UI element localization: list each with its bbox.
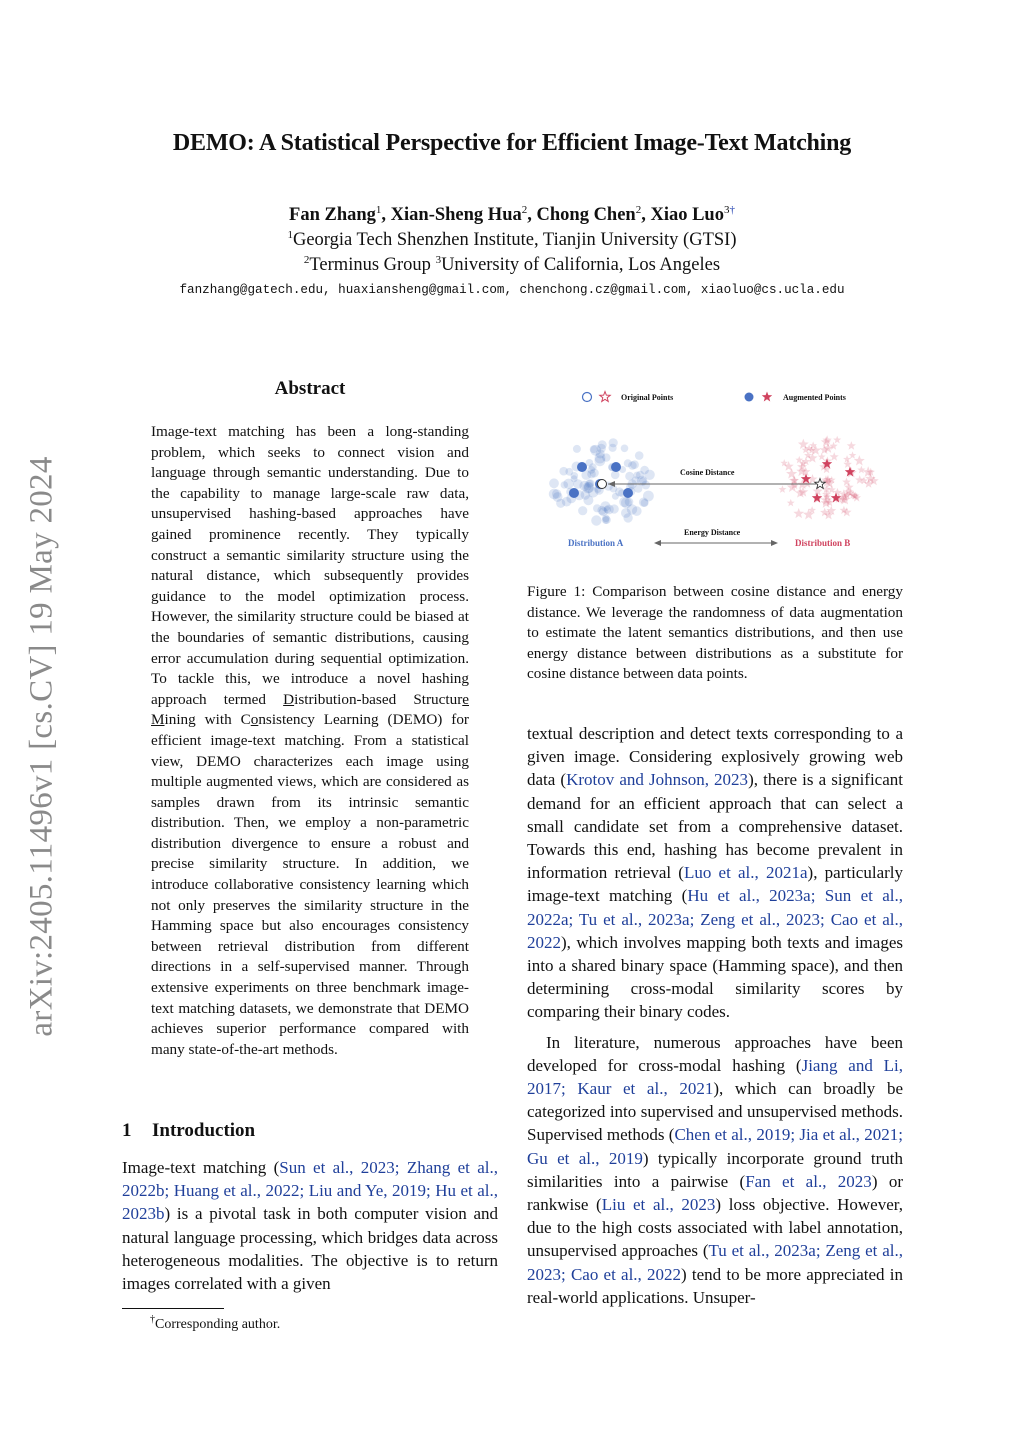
section-heading-introduction	[122, 1120, 255, 1142]
affiliation-mark: 1	[287, 229, 293, 241]
author-separator: ,	[381, 205, 391, 225]
figure-1-diagram	[530, 380, 910, 560]
abstract-heading: Abstract	[274, 378, 346, 399]
introduction-paragraph	[122, 1156, 498, 1295]
distribution-a-sample-point	[641, 499, 649, 507]
citation-link[interactable]: Hu et al., 2023a; Sun et al., 2022a; Tu et al., 2023a; Zeng et al., 2023; Cao et al., 2022	[527, 886, 903, 952]
distribution-b-sample-point	[787, 499, 795, 507]
distribution-a-sample-point	[589, 463, 597, 471]
right-column-text	[527, 722, 903, 1309]
abstract-body	[151, 422, 469, 1060]
distribution-a-sample-point	[603, 516, 611, 524]
energy-arrow-right-icon	[771, 540, 778, 546]
author-affiliation-mark: 2	[521, 204, 528, 216]
body-text: Image-text matching (	[122, 1158, 280, 1177]
distribution-a-sample-point	[636, 471, 644, 479]
body-text: ) or rankwise (	[527, 1171, 903, 1215]
paragraph	[527, 722, 903, 1024]
body-text: ) tend to be more appreciated in real-world applications. Unsuper-	[527, 1264, 903, 1307]
affiliation-text: Georgia Tech Shenzhen Institute, Tianjin University (GTSI)	[292, 230, 737, 250]
arxiv-identifier: arXiv:2405.11496v1 [cs.CV] 19 May 2024	[23, 455, 60, 1037]
distribution-a-sample-point	[625, 472, 634, 481]
distribution-a-sample-point	[549, 478, 559, 488]
distribution-b-sample-point	[793, 508, 804, 518]
body-text: ) loss objective. However, due to the high costs associated with label annotation, unsupervised approaches (	[527, 1195, 903, 1261]
footnote-mark: †	[150, 1314, 155, 1325]
legend-augmented-label: Augmented Points	[783, 393, 846, 402]
body-text: ), which can broadly be categorized into supervised and unsupervised methods. Supervised methods (	[527, 1079, 903, 1145]
distribution-b-sample-point	[857, 466, 865, 474]
section-title: Introduction	[152, 1120, 256, 1141]
body-text: ), which involves mapping both texts and images into a shared binary space (Hamming space), and then determining cross-modal similarity scores by comparing their binary codes.	[527, 932, 903, 1022]
abstract-text: Image-text matching has been a long-standing problem, which seeks to connect vision and language through semantic understanding. Due to the capability to manage large-scale raw data, unsupervised hashing-based approaches have gained prominence recently. They typically construct a semantic similarity structure using the natural distance, which subsequently provides guidance to the model optimization process. However, the similarity structure could be biased at the boundaries of semantic distributions, causing error accumulation during sequential optimization. To tackle this, we introduce a novel hashing approach termed	[151, 423, 469, 708]
affiliation-line-1	[0, 229, 1024, 251]
distribution-a-sample-point	[591, 515, 601, 525]
paper-title: DEMO: A Statistical Perspective for Efficient Image-Text Matching	[172, 130, 852, 156]
original-point-a	[598, 480, 607, 489]
distribution-a-sample-point	[573, 445, 581, 453]
acronym-letter: M	[151, 711, 165, 729]
body-text: ) is a pivotal task in both computer vision and natural language processing, which bridges data across heterogeneous modalities. The objective is to return images correlated with a given	[122, 1204, 498, 1294]
distribution-a-sample-point	[635, 451, 644, 460]
citation-link[interactable]: Tu et al., 2023a; Zeng et al., 2023; Cao et al., 2022	[527, 1241, 904, 1284]
distribution-a-sample-point	[573, 479, 583, 489]
cosine-distance-label: Cosine Distance	[680, 468, 735, 477]
section-number: 1	[122, 1120, 132, 1141]
distribution-a-sample-point	[630, 460, 639, 469]
distribution-b-sample-point	[786, 468, 797, 479]
distribution-a-sample-point	[627, 504, 637, 514]
distribution-b-sample-point	[778, 485, 786, 493]
figure-1	[530, 380, 910, 560]
author-list	[0, 204, 1024, 226]
body-text: ) typically incorporate ground truth similarities into a pairwise (	[527, 1148, 903, 1191]
distribution-a-sample-point	[621, 445, 629, 453]
body-text: ), there is a significant demand for an efficient approach that can select a small candidate set from a comprehensive dataset. Towards this end, hashing has become prevalent in information retrieval (	[527, 770, 903, 883]
abstract-text: nsistency Learning (DEMO) for efficient image-text matching. From a statistical view, DEMO characterizes each image using multiple augmented views, which are considered as samples drawn from its intrinsic semantic distribution. Then, we employ a non-parametric distribution divergence to ensure a robust and precise similarity structure. In addition, we introduce collaborative consistency learning which not only preserves the similarity structure in the Hamming space but also encourages consistency between retrieval distribution from different directions in a self-supervised manner. Through extensive experiments on three benchmark image-text matching datasets, we demonstrate that DEMO achieves superior performance compared with many state-of-the-art methods.	[151, 711, 469, 1058]
distribution-b-sample-point	[833, 436, 841, 444]
distribution-a-sample-point	[590, 445, 601, 456]
citation-link[interactable]: Liu et al., 2023	[601, 1195, 716, 1215]
citation-link[interactable]: Jiang and Li, 2017; Kaur et al., 2021	[527, 1055, 903, 1099]
legend-original-circle-icon	[583, 393, 592, 402]
distribution-a-sample-point	[578, 506, 587, 515]
distribution-b-sample-point	[847, 441, 856, 450]
energy-distance-label: Energy Distance	[684, 528, 741, 537]
energy-arrow-left-icon	[654, 540, 661, 546]
legend-augmented-star-icon	[762, 392, 772, 402]
distribution-a-sample-point	[634, 485, 642, 493]
distribution-b-cloud	[778, 435, 878, 519]
corresponding-author-mark[interactable]: †	[729, 204, 735, 216]
distribution-a-sample-point	[623, 513, 632, 522]
distribution-b-sample-point	[849, 451, 857, 458]
distribution-a-sample-point	[583, 495, 593, 505]
paragraph	[527, 1031, 903, 1309]
distribution-a-sample-point	[556, 499, 565, 508]
footnote-text: Corresponding author.	[155, 1317, 281, 1332]
citation-link[interactable]: Krotov and Johnson, 2023	[566, 770, 749, 790]
body-text: ), particularly image-text matching (	[527, 863, 903, 906]
citation-link[interactable]: Fan et al., 2023	[745, 1171, 872, 1191]
augmented-point-a	[611, 462, 621, 472]
arxiv-side-label	[22, 437, 62, 1055]
affiliation-line-2	[0, 254, 1024, 276]
affiliation-text: University of California, Los Angeles	[441, 255, 721, 275]
distribution-a-sample-point	[604, 506, 611, 513]
footnote-divider	[122, 1308, 224, 1309]
abstract-text: ining with C	[164, 711, 251, 729]
author-affiliation-mark: 3	[723, 204, 730, 216]
distribution-a-sample-point	[619, 497, 629, 507]
body-text: In literature, numerous approaches have been developed for cross-modal hashing (	[527, 1032, 903, 1075]
author-name: Xian-Sheng Hua	[390, 205, 522, 225]
augmented-point-a	[577, 462, 587, 472]
author-affiliation-mark: 1	[375, 204, 382, 216]
distribution-b-label: Distribution B	[795, 538, 851, 548]
augmented-point-a	[623, 488, 633, 498]
figure-1-caption: Figure 1: Comparison between cosine distance and energy distance. We leverage the randomness of data augmentation to estimate the latent semantics distributions, and then use energy distance between distributions as a substitute for cosine distance between data points.	[527, 583, 903, 683]
distribution-a-label: Distribution A	[568, 538, 624, 548]
acronym-letter: e	[462, 690, 469, 708]
author-emails: fanzhang@gatech.edu, huaxiansheng@gmail.com, chenchong.cz@gmail.com, xiaoluo@cs.ucla.edu	[179, 283, 845, 297]
footnote	[150, 1314, 280, 1333]
distribution-a-sample-point	[593, 504, 601, 512]
affiliation-mark: 2	[303, 254, 310, 266]
acronym-letter: o	[250, 711, 259, 729]
author-name: Fan Zhang	[289, 205, 376, 225]
augmented-point-a	[569, 488, 579, 498]
citation-link[interactable]: Luo et al., 2021a	[683, 863, 808, 883]
distribution-a-sample-point	[609, 444, 617, 452]
affiliation-mark: 3	[435, 254, 442, 266]
author-name: Xiao Luo	[650, 205, 724, 225]
distribution-b-sample-point	[843, 460, 852, 468]
body-text: textual description and detect texts corresponding to a given image. Considering explosively growing web data (	[527, 724, 903, 790]
distribution-a-sample-point	[559, 467, 568, 476]
legend-original-label: Original Points	[621, 393, 674, 402]
affiliation-text: Terminus Group	[309, 255, 436, 275]
author-separator: ,	[641, 205, 651, 225]
acronym-letter: D	[283, 690, 295, 708]
distribution-b-sample-point	[821, 437, 831, 447]
citation-link[interactable]: Sun et al., 2023; Zhang et al., 2022b; Huang et al., 2022; Liu and Ye, 2019; Hu et al., 2023b	[122, 1158, 498, 1224]
distribution-b-sample-point	[818, 453, 826, 460]
legend-augmented-circle-icon	[745, 393, 754, 402]
legend-original-star-icon	[600, 392, 610, 402]
author-separator: ,	[527, 205, 537, 225]
distribution-b-sample-point	[854, 455, 865, 465]
author-name: Chong Chen	[536, 205, 636, 225]
distribution-a-cloud	[549, 438, 655, 526]
citation-link[interactable]: Chen et al., 2019; Jia et al., 2021; Gu et al., 2019	[527, 1125, 903, 1168]
abstract-text: istribution-based Structur	[294, 690, 463, 708]
author-affiliation-mark: 2	[635, 204, 642, 216]
distribution-b-sample-point	[830, 452, 839, 461]
